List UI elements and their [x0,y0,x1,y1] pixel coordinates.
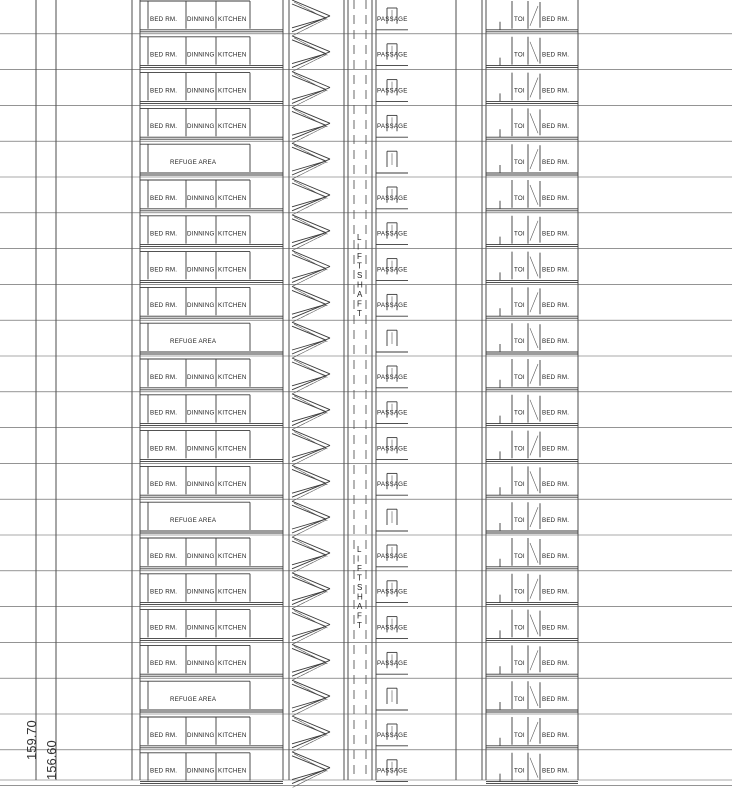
toilet-label: TOI [514,481,525,489]
bed-right-label: BED RM. [542,230,570,238]
kitchen-label: KITCHEN [218,660,247,668]
toilet-label: TOI [514,87,525,95]
toilet-label: TOI [514,15,525,23]
lift-shaft-letter: I [357,554,360,564]
dinning-label: DINNING [187,123,215,131]
bed-right-label: BED RM. [542,373,570,381]
kitchen-label: KITCHEN [218,194,247,202]
kitchen-label: KITCHEN [218,624,247,632]
kitchen-label: KITCHEN [218,445,247,453]
bed-right-label: BED RM. [542,159,570,166]
toilet-label: TOI [514,731,525,739]
bedroom-label: BED RM. [150,123,178,131]
passage-label: PASSAGE [377,767,408,775]
toilet-label: TOI [514,159,525,166]
staircase [292,644,330,680]
lift-shaft-letter: T [357,261,362,271]
toilet-label: TOI [514,338,525,345]
lift-shaft-letter: F [357,299,362,309]
bedroom-label: BED RM. [150,588,178,596]
bed-right-label: BED RM. [542,302,570,310]
toilet-label: TOI [514,51,525,59]
lift-shaft-letter: F [357,564,362,573]
toilet-label: TOI [514,552,525,560]
bedroom-label: BED RM. [150,15,178,23]
kitchen-label: KITCHEN [218,373,247,381]
kitchen-label: KITCHEN [218,266,247,274]
bedroom-label: BED RM. [150,194,178,202]
bed-right-label: BED RM. [542,266,570,274]
kitchen-label: KITCHEN [218,230,247,238]
passage-label: PASSAGE [377,552,408,560]
dinning-label: DINNING [187,445,215,453]
kitchen-label: KITCHEN [218,51,247,59]
toilet-label: TOI [514,445,525,453]
lift-shaft-letter: L [357,545,362,554]
passage-label: PASSAGE [377,660,408,668]
toilet-label: TOI [514,660,525,668]
bedroom-label: BED RM. [150,445,178,453]
passage-label: PASSAGE [377,123,408,131]
dinning-label: DINNING [187,624,215,632]
passage-label: PASSAGE [377,87,408,95]
lift-shaft-letter: T [357,573,362,583]
passage-label: PASSAGE [377,731,408,739]
bedroom-label: BED RM. [150,552,178,560]
lift-shaft-letter: T [357,621,362,630]
dinning-label: DINNING [187,87,215,95]
dinning-label: DINNING [187,767,215,775]
lift-shaft-letter: A [357,602,363,611]
toilet-label: TOI [514,696,525,703]
staircase [292,609,330,645]
bedroom-label: BED RM. [150,660,178,668]
bed-right-label: BED RM. [542,123,570,131]
passage-label: PASSAGE [377,373,408,381]
lift-shaft-letter: H [357,592,363,602]
staircase [292,752,330,788]
dinning-label: DINNING [187,194,215,202]
dinning-label: DINNING [187,481,215,489]
kitchen-label: KITCHEN [218,767,247,775]
staircase [292,358,330,394]
kitchen-label: KITCHEN [218,731,247,739]
lift-shaft-label-lower [357,545,363,630]
toilet-label: TOI [514,409,525,417]
elevation-label-upper: 159.70 [24,720,39,760]
lift-shaft-letter: H [357,280,363,290]
refuge-area-label: REFUGE AREA [170,338,217,345]
bedroom-label: BED RM. [150,51,178,59]
staircase [292,322,330,358]
bedroom-label: BED RM. [150,230,178,238]
bedroom-label: BED RM. [150,373,178,381]
refuge-area-label: REFUGE AREA [170,696,217,703]
staircase [292,430,330,466]
toilet-label: TOI [514,266,525,274]
toilet-label: TOI [514,373,525,381]
lift-shaft-letter: S [357,271,363,280]
bedroom-label: BED RM. [150,266,178,274]
dinning-label: DINNING [187,373,215,381]
staircase [292,573,330,609]
bed-right-label: BED RM. [542,409,570,417]
kitchen-label: KITCHEN [218,481,247,489]
staircase [292,680,330,716]
staircase [292,107,330,143]
kitchen-label: KITCHEN [218,15,247,23]
kitchen-label: KITCHEN [218,409,247,417]
bed-right-label: BED RM. [542,696,570,703]
kitchen-label: KITCHEN [218,302,247,310]
staircase [292,0,330,36]
bed-right-label: BED RM. [542,445,570,453]
passage-label: PASSAGE [377,230,408,238]
bed-right-label: BED RM. [542,481,570,489]
bed-right-label: BED RM. [542,338,570,345]
lift-shaft-letter: A [357,290,363,299]
passage-label: PASSAGE [377,445,408,453]
bed-right-label: BED RM. [542,517,570,524]
toilet-label: TOI [514,194,525,202]
passage-label: PASSAGE [377,409,408,417]
lift-shaft-letter: F [357,252,362,261]
lift-shaft-label-upper [357,233,363,318]
passage-label: PASSAGE [377,302,408,310]
kitchen-label: KITCHEN [218,588,247,596]
kitchen-label: KITCHEN [218,87,247,95]
staircase [292,537,330,573]
elevation-label-lower: 156.60 [44,740,59,780]
kitchen-label: KITCHEN [218,123,247,131]
staircase [292,143,330,179]
bed-right-label: BED RM. [542,588,570,596]
bed-right-label: BED RM. [542,87,570,95]
bedroom-label: BED RM. [150,731,178,739]
passage-label: PASSAGE [377,194,408,202]
bedroom-label: BED RM. [150,87,178,95]
bed-right-label: BED RM. [542,767,570,775]
toilet-label: TOI [514,123,525,131]
dinning-label: DINNING [187,51,215,59]
passage-label: PASSAGE [377,266,408,274]
dinning-label: DINNING [187,588,215,596]
toilet-label: TOI [514,517,525,524]
toilet-label: TOI [514,588,525,596]
lift-shaft-letter: T [357,309,362,318]
lift-shaft-letter: L [357,233,362,242]
toilet-label: TOI [514,767,525,775]
bedroom-label: BED RM. [150,302,178,310]
staircase [292,215,330,251]
passage-label: PASSAGE [377,588,408,596]
lift-shaft-letter: I [357,242,360,252]
dinning-label: DINNING [187,266,215,274]
passage-label: PASSAGE [377,51,408,59]
staircase [292,251,330,287]
bed-right-label: BED RM. [542,731,570,739]
kitchen-label: KITCHEN [218,552,247,560]
bedroom-label: BED RM. [150,481,178,489]
dinning-label: DINNING [187,660,215,668]
floor-level [0,430,732,466]
lift-shaft-letter: F [357,611,362,621]
staircase [292,72,330,108]
bed-right-label: BED RM. [542,624,570,632]
dinning-label: DINNING [187,731,215,739]
toilet-label: TOI [514,302,525,310]
bed-right-label: BED RM. [542,552,570,560]
refuge-area-label: REFUGE AREA [170,159,217,166]
bed-right-label: BED RM. [542,15,570,23]
staircase [292,179,330,215]
bed-right-label: BED RM. [542,194,570,202]
toilet-label: TOI [514,624,525,632]
lift-shaft-letter: S [357,583,363,592]
dinning-label: DINNING [187,15,215,23]
staircase [292,716,330,752]
dinning-label: DINNING [187,302,215,310]
staircase [292,286,330,322]
dinning-label: DINNING [187,552,215,560]
passage-label: PASSAGE [377,481,408,489]
dinning-label: DINNING [187,409,215,417]
bed-right-label: BED RM. [542,660,570,668]
passage-label: PASSAGE [377,15,408,23]
bedroom-label: BED RM. [150,624,178,632]
staircase [292,465,330,501]
bed-right-label: BED RM. [542,51,570,59]
bedroom-label: BED RM. [150,767,178,775]
staircase [292,501,330,537]
dinning-label: DINNING [187,230,215,238]
staircase [292,394,330,430]
refuge-area-label: REFUGE AREA [170,517,217,524]
passage-label: PASSAGE [377,624,408,632]
bedroom-label: BED RM. [150,409,178,417]
staircase [292,36,330,72]
toilet-label: TOI [514,230,525,238]
